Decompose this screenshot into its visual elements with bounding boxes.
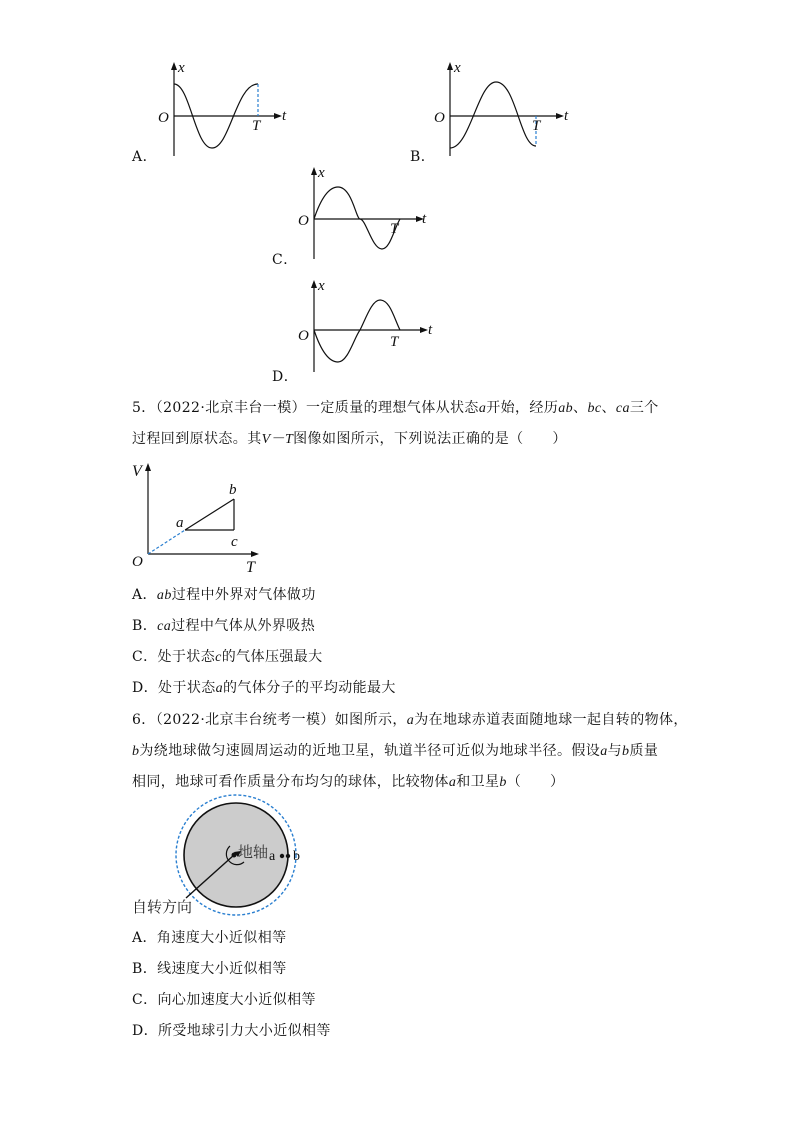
- question-6-options: [132, 923, 331, 1047]
- option-d: [132, 673, 396, 704]
- origin-label: O: [434, 110, 445, 126]
- question-5-line-1: [132, 393, 672, 424]
- question-5: [132, 393, 672, 455]
- state-var: c: [215, 650, 222, 665]
- object-a-label: a: [269, 849, 276, 864]
- text: 为在地球赤道表面随地球一起自转的物体，: [414, 712, 688, 728]
- option-prefix: D．处于状态: [132, 680, 216, 696]
- origin-label: O: [132, 554, 143, 570]
- axis-t-label: t: [282, 108, 287, 124]
- point-c-label: c: [231, 534, 238, 550]
- period-label: T: [390, 221, 399, 237]
- question-6-line-2: [132, 736, 672, 767]
- state-var: a: [478, 401, 487, 416]
- question-6: [132, 705, 688, 798]
- option-b: B．线速度大小近似相等: [132, 961, 287, 977]
- axis-t-label: t: [428, 322, 433, 338]
- option-prefix: B．: [132, 618, 158, 634]
- axis-t-label: t: [422, 211, 427, 227]
- question-6-line-3: [132, 767, 672, 798]
- option-text: 的气体压强最大: [221, 649, 323, 665]
- text: 与: [607, 743, 623, 759]
- axis-t-label: T: [246, 559, 255, 576]
- text: 一定质量的理想气体从状态: [306, 400, 479, 416]
- vt-graph: [130, 460, 270, 575]
- option-text: 过程中外界对气体做功: [171, 587, 316, 603]
- question-number: 5．: [132, 400, 156, 416]
- axis-x-label: x: [318, 165, 325, 181]
- graph-option-a: [150, 60, 300, 160]
- text: 质量: [629, 743, 659, 759]
- axis-x-label: x: [454, 60, 461, 76]
- option-c-label: C．: [272, 252, 298, 268]
- graph-option-b: [426, 60, 576, 160]
- text: 三个: [629, 400, 659, 416]
- option-b: [132, 611, 396, 642]
- question-6-line-1: [132, 705, 688, 736]
- option-prefix: A．: [132, 587, 157, 603]
- text: 、: [573, 400, 588, 416]
- text: 过程回到原状态。其: [132, 431, 262, 447]
- object-var: a: [448, 775, 457, 790]
- process-var: ab: [558, 401, 574, 416]
- text: 、: [601, 400, 616, 416]
- object-var: b: [499, 775, 507, 790]
- process-var: ca: [615, 401, 630, 416]
- question-5-line-2: [132, 424, 672, 455]
- text: 图像如图所示，下列说法正确的是（ ）: [293, 431, 567, 447]
- process-var: ca: [157, 619, 172, 634]
- period-label: T: [532, 118, 541, 134]
- option-c: C．向心加速度大小近似相等: [132, 992, 316, 1008]
- text: 6．（2022·北京丰台统考一模）如图所示，: [132, 712, 407, 728]
- option-d: D．所受地球引力大小近似相等: [132, 1023, 331, 1039]
- axis-v-label: V: [132, 463, 142, 480]
- axis-x-label: x: [318, 278, 325, 294]
- option-c: [132, 642, 396, 673]
- question-5-options: [132, 580, 396, 704]
- option-text: 过程中气体从外界吸热: [171, 618, 316, 634]
- axis-x-label: x: [178, 60, 185, 76]
- text: （ ）: [506, 774, 565, 790]
- point-a-label: a: [176, 515, 184, 531]
- point-b-label: b: [229, 482, 237, 498]
- text: 和卫星: [456, 774, 500, 790]
- option-a: A．角速度大小近似相等: [132, 930, 287, 946]
- text: 相同，地球可看作质量分布均匀的球体，比较物体: [132, 774, 449, 790]
- rotation-label: 自转方向: [132, 898, 193, 916]
- origin-label: O: [158, 110, 169, 126]
- text: 为绕地球做匀速圆周运动的近地卫星，轨道半径可近似为地球半径。假设: [139, 743, 601, 759]
- object-var: b: [622, 744, 630, 759]
- period-label: T: [252, 118, 261, 134]
- axis-label: 地轴: [238, 843, 269, 861]
- object-var: a: [600, 744, 608, 759]
- option-text: 的气体分子的平均动能最大: [223, 680, 396, 696]
- origin-label: O: [298, 328, 309, 344]
- option-a: [132, 580, 396, 611]
- option-prefix: C．处于状态: [132, 649, 216, 665]
- process-var: ab: [156, 588, 172, 603]
- graph-option-d: [290, 278, 440, 378]
- earth-figure: [130, 800, 330, 920]
- graph-option-c: [290, 165, 440, 265]
- text: 开始，经历: [486, 400, 559, 416]
- graph-var: V－T: [261, 432, 294, 447]
- object-var: a: [406, 713, 415, 728]
- period-label: T: [390, 334, 399, 350]
- axis-t-label: t: [564, 108, 569, 124]
- option-d-label: D．: [272, 369, 299, 385]
- process-var: bc: [587, 401, 602, 416]
- origin-label: O: [298, 213, 309, 229]
- state-var: a: [215, 681, 224, 696]
- object-var: b: [132, 744, 140, 759]
- option-b-label: B．: [410, 149, 436, 165]
- satellite-b-label: b: [293, 849, 300, 864]
- question-source: （2022·北京丰台一模）: [155, 400, 306, 416]
- option-a-label: A．: [132, 149, 158, 165]
